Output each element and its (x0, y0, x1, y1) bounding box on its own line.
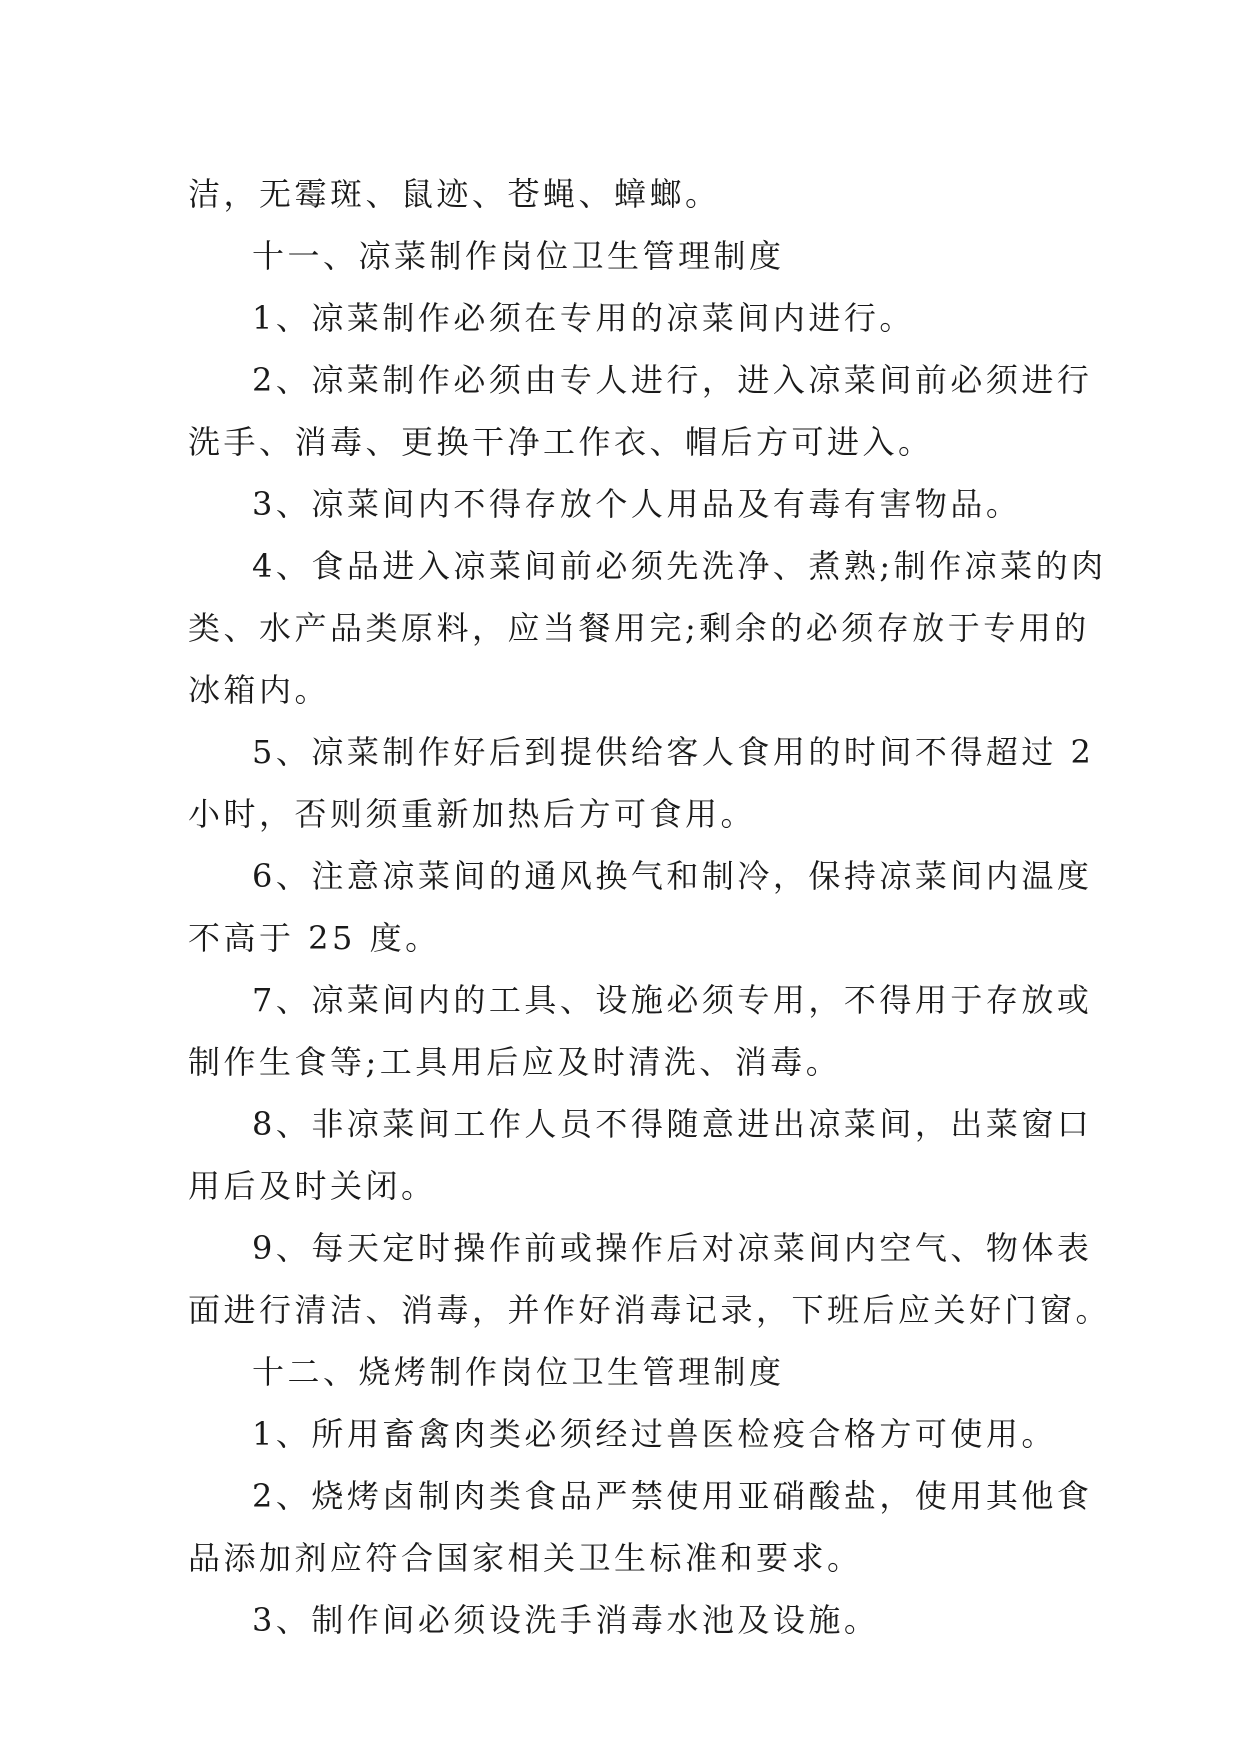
text-line: 9、每天定时操作前或操作后对凉菜间内空气、物体表 (252, 1229, 1093, 1267)
text-line: 6、注意凉菜间的通风换气和制冷，保持凉菜间内温度 (252, 857, 1093, 895)
text-line: 冰箱内。 (188, 671, 331, 709)
text-line: 4、食品进入凉菜间前必须先洗净、煮熟;制作凉菜的肉 (252, 547, 1107, 585)
text-line: 用后及时关闭。 (188, 1167, 437, 1205)
text-line: 面进行清洁、消毒，并作好消毒记录，下班后应关好门窗。 (188, 1291, 1112, 1329)
text-line: 3、凉菜间内不得存放个人用品及有毒有害物品。 (252, 485, 1022, 523)
section-heading: 十二、烧烤制作岗位卫生管理制度 (252, 1353, 785, 1391)
text-line: 3、制作间必须设洗手消毒水池及设施。 (252, 1601, 880, 1639)
text-line: 小时，否则须重新加热后方可食用。 (188, 795, 757, 833)
document-page (188, 163, 1112, 1651)
text-line: 品添加剂应符合国家相关卫生标准和要求。 (188, 1539, 863, 1577)
text-line: 2、烧烤卤制肉类食品严禁使用亚硝酸盐，使用其他食 (252, 1477, 1093, 1515)
text-line: 7、凉菜间内的工具、设施必须专用，不得用于存放或 (252, 981, 1093, 1019)
text-line: 2、凉菜制作必须由专人进行，进入凉菜间前必须进行 (252, 361, 1093, 399)
section-heading: 十一、凉菜制作岗位卫生管理制度 (252, 237, 785, 275)
text-line: 1、所用畜禽肉类必须经过兽医检疫合格方可使用。 (252, 1415, 1057, 1453)
text-line: 类、水产品类原料，应当餐用完;剩余的必须存放于专用的 (188, 609, 1090, 647)
text-line: 5、凉菜制作好后到提供给客人食用的时间不得超过 2 (252, 733, 1095, 771)
text-line: 洗手、消毒、更换干净工作衣、帽后方可进入。 (188, 423, 934, 461)
text-line: 不高于 25 度。 (188, 919, 441, 957)
text-line: 制作生食等;工具用后应及时清洗、消毒。 (188, 1043, 842, 1081)
text-line: 1、凉菜制作必须在专用的凉菜间内进行。 (252, 299, 915, 337)
text-line: 8、非凉菜间工作人员不得随意进出凉菜间，出菜窗口 (252, 1105, 1093, 1143)
text-line: 洁，无霉斑、鼠迹、苍蝇、蟑螂。 (188, 175, 721, 213)
